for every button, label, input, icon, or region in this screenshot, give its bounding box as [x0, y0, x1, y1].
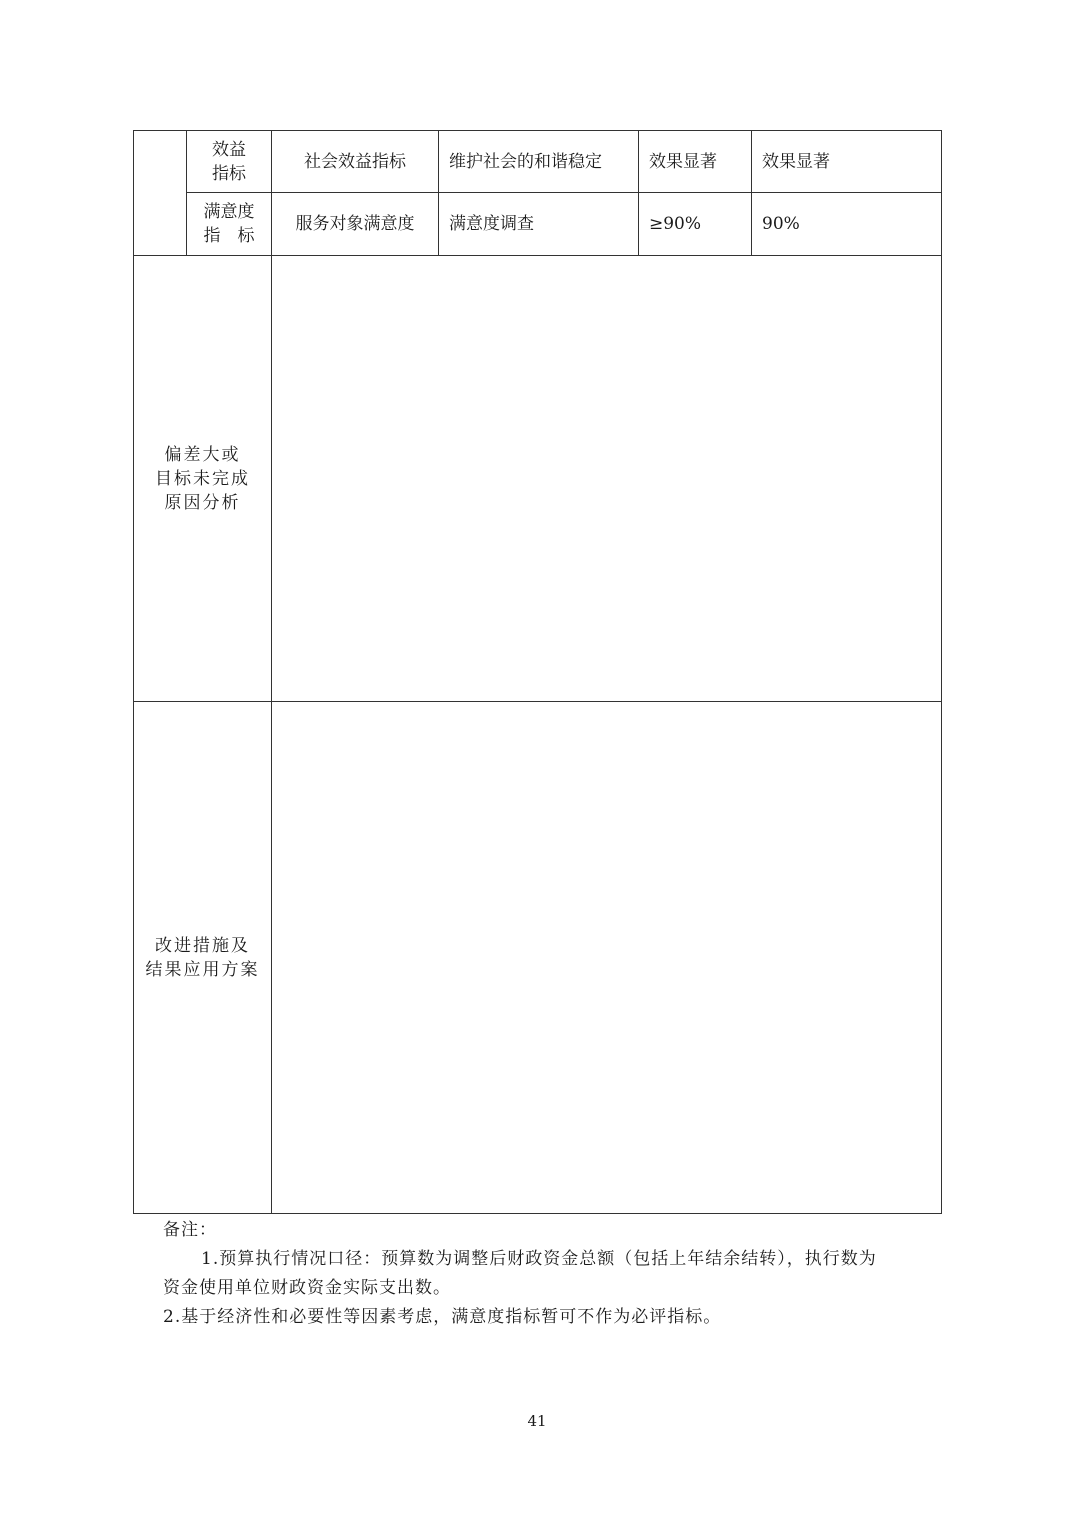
group-label-line: 指标	[212, 163, 246, 184]
page-number: 41	[527, 1412, 547, 1430]
group-label-line: 效益	[212, 139, 246, 160]
deviation-analysis-row	[134, 256, 942, 702]
label-line: 目标未完成	[155, 468, 250, 489]
target-value-cell: ≥90%	[639, 193, 752, 256]
second-level-indicator-cell	[187, 193, 272, 256]
performance-table	[133, 130, 942, 1214]
third-level-indicator-cell: 社会效益指标	[272, 131, 439, 193]
improvement-measures-row	[134, 702, 942, 1214]
improvement-measures-content[interactable]	[272, 702, 942, 1214]
first-level-indicator-cell	[134, 131, 187, 256]
second-level-indicator-cell	[187, 131, 272, 193]
indicator-content-cell: 维护社会的和谐稳定	[439, 131, 639, 193]
target-value-cell: 效果显著	[639, 131, 752, 193]
indicator-content-cell: 满意度调查	[439, 193, 639, 256]
satisfaction-indicator-row	[134, 193, 942, 256]
label-line: 原因分析	[164, 492, 241, 513]
actual-value-cell: 90%	[752, 193, 942, 256]
third-level-indicator-cell: 服务对象满意度	[272, 193, 439, 256]
notes-section	[133, 1216, 941, 1332]
note-item-2: 2.基于经济性和必要性等因素考虑，满意度指标暂可不作为必评指标。	[163, 1307, 722, 1327]
notes-title: 备注：	[163, 1220, 217, 1240]
actual-value-cell: 效果显著	[752, 131, 942, 193]
benefit-indicator-row	[134, 131, 942, 193]
label-line: 结果应用方案	[145, 959, 260, 980]
improvement-measures-label	[134, 702, 272, 1214]
note-item-1-line-2: 资金使用单位财政资金实际支出数。	[163, 1278, 451, 1298]
deviation-analysis-content[interactable]	[272, 256, 942, 702]
deviation-analysis-label	[134, 256, 272, 702]
label-line: 偏差大或	[164, 444, 241, 465]
group-label-line: 满意度	[203, 202, 255, 222]
group-label-line: 指 标	[203, 226, 255, 246]
note-item-1-line-1: 1.预算执行情况口径：预算数为调整后财政资金总额（包括上年结余结转），执行数为	[201, 1249, 877, 1269]
label-line: 改进措施及	[155, 935, 250, 956]
